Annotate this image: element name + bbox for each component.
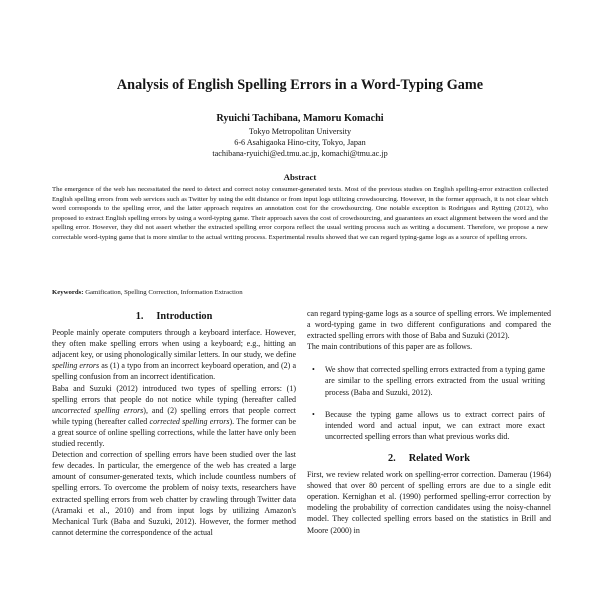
list-item: • We show that corrected spelling errors extracted from a typing game are similar to the spelling errors extracted from the usual writing process (Baba and Suzuki, 2012).: [312, 365, 545, 397]
list-item: • Because the typing game allows us to extract correct pairs of intended word and actual input, we can extract more exact uncorrected spelling errors than what previous works did.: [312, 409, 545, 441]
intro-paragraph-1: People mainly operate computers through a keyboard interface. However, they often make spelling errors when using a keyboard; e.g., hitting an adjacent key, or using phonologically similar letters. In our study, we define spelling errors as (1) a typo from an incorrect keyboard operation, and (2) a spelling confusion from an incorrect identification.: [52, 328, 296, 382]
bullet-icon: •: [312, 409, 315, 419]
contribution-list: [307, 364, 551, 442]
section-number: 1.: [135, 311, 144, 322]
intro-paragraph-3: Detection and correction of spelling errors have been studied over the last few decades. In particular, the emergence of the web has created a large amount of consumer-generated texts, which include countless numbers of spelling errors. To overcome the problem of noisy texts, researchers have extracted spelling errors from web chatter by crawling through Twitter data (Aramaki et al., 2010) and from input logs by utilizing Amazon's Mechanical Turk (Baba and Suzuki, 2012). However, the former method cannot determine the correspondence of the actual: [52, 450, 296, 537]
paper-authors: Ryuichi Tachibana, Mamoru Komachi: [216, 113, 384, 124]
keywords-label: Keywords:: [52, 289, 84, 296]
affiliation-address: 6-6 Asahigaoka Hino-city, Tokyo, Japan: [234, 138, 366, 147]
section-title: Introduction: [156, 311, 213, 322]
intro-paragraph-2: Baba and Suzuki (2012) introduced two types of spelling errors: (1) spelling errors that people do not notice while typing (hereafter called uncorrected spelling errors), and (2) spelling errors that people correct while typing (hereafter called corrected spelling errors). The former can be a great source of online spelling corrections, while the latter have only been studied recently.: [52, 383, 296, 449]
related-paragraph-1: First, we review related work on spelling-error correction. Damerau (1964) showed that over 80 percent of spelling errors are due to a single edit operation. Kernighan et al. (1990) performed spelling-error correction by modeling the probability of correction candidates using the noisy-channel model. They collected spelling errors based on the statistics in Brill and Moore (2000) in: [307, 470, 551, 535]
left-column: [52, 311, 296, 538]
section-number: 2.: [387, 452, 396, 464]
affiliation-emails: tachibana-ryuichi@ed.tmu.ac.jp, komachi@tmu.ac.jp: [212, 149, 388, 158]
section-title: Related Work: [408, 452, 471, 464]
section-heading-related-work: [307, 453, 551, 464]
keywords: [52, 289, 548, 296]
affiliation-institution: Tokyo Metropolitan University: [248, 127, 352, 136]
intro-paragraph-contributions: The main contributions of this paper are as follows.: [307, 342, 473, 352]
abstract-text: The emergence of the web has necessitated the need to detect and correct noisy consumer-generated texts. Most of the previous studies on English spelling-error extraction collected English spelling errors from web services such as Twitter by using the edit distance or from input logs utilizing crowdsourcing. However, in the former approach, it is not clear which word corresponds to the spelling error, and the latter approach requires an annotation cost for the crowdsourcing. One notable exception is Rodrigues and Rytting (2012), who proposed to extract English spelling errors by using a word-typing game. Their approach saves the cost of crowdsourcing, and guarantees an exact alignment between the word and the spelling error. However, they did not assert whether the extracted spelling error corpora reflect the usual writing process such as writing a document. Therefore, we propose a new correctable word-typing game that is more similar to the actual writing process. Experimental results showed that we can regard typing-game logs as a source of spelling errors.: [52, 186, 548, 241]
section-heading-introduction: [52, 311, 296, 322]
abstract-heading: Abstract: [283, 172, 317, 182]
keywords-text: Gamification, Spelling Correction, Information Extraction: [85, 289, 243, 296]
paper-title: Analysis of English Spelling Errors in a Word-Typing Game: [116, 77, 484, 93]
right-column: [307, 308, 551, 536]
intro-paragraph-continued: can regard typing-game logs as a source of spelling errors. We implemented a word-typing game in two different configurations and compared the extracted spelling errors with those of Baba and Suzuki (2012).: [307, 309, 551, 341]
bullet-icon: •: [312, 365, 315, 375]
